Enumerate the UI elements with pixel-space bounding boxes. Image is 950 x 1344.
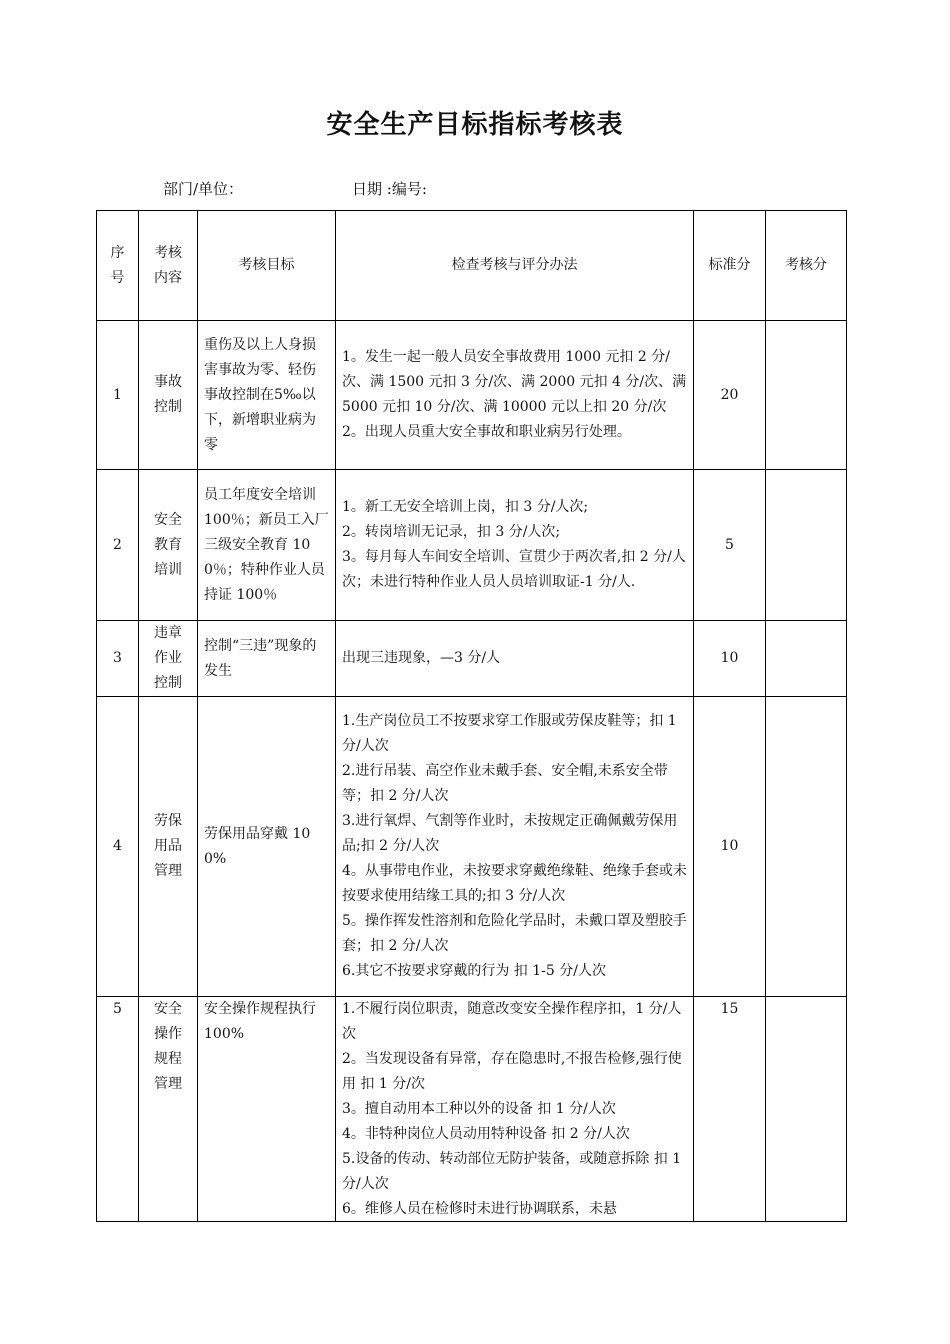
- assessment-table: [96, 210, 847, 1222]
- table-row: [97, 621, 847, 697]
- row-content: 事故控制: [139, 321, 198, 470]
- header-seq: 序号: [97, 211, 139, 321]
- row-content: 违章作业控制: [139, 621, 198, 697]
- row-target: 控制“三违”现象的发生: [198, 621, 336, 697]
- row-score: [766, 697, 847, 997]
- row-standard: 10: [694, 697, 766, 997]
- table-row: [97, 997, 847, 1222]
- table-row: [97, 697, 847, 997]
- row-seq: 3: [97, 621, 139, 697]
- row-seq: 1: [97, 321, 139, 470]
- row-seq: 2: [97, 470, 139, 621]
- row-score: [766, 997, 847, 1222]
- row-seq: 4: [97, 697, 139, 997]
- row-standard: 5: [694, 470, 766, 621]
- page-title: 安全生产目标指标考核表: [326, 110, 624, 140]
- header-target: 考核目标: [198, 211, 336, 321]
- row-standard: 20: [694, 321, 766, 470]
- row-method: 出现三违现象，—3 分/人: [336, 621, 694, 697]
- row-score: [766, 621, 847, 697]
- row-method: 1。发生一起一般人员安全事故费用 1000 元扣 2 分/次、满 1500 元扣 3 分/次、满 2000 元扣 4 分/次、满 5000 元扣 10 分/次、满 10000 元以上扣 20 分/次 2。出现人员重大安全事故和职业病另行处理。: [336, 321, 694, 470]
- row-target: 重伤及以上人身损害事故为零、轻伤事故控制在5‰以下，新增职业病为零: [198, 321, 336, 470]
- row-score: [766, 470, 847, 621]
- table-row: [97, 321, 847, 470]
- row-target: 安全操作规程执行 100%: [198, 997, 336, 1222]
- department-label: 部门/单位：: [163, 180, 244, 198]
- row-target: 劳保用品穿戴 100%: [198, 697, 336, 997]
- row-method: 1.不履行岗位职责，随意改变安全操作程序扣，1 分/人次 2。当发现设备有异常，存在隐患时,不报告检修,强行使用 扣 1 分/次 3。擅自动用本工种以外的设备 扣 1 分/人次 4。非特种岗位人员动用特种设备 扣 2 分/人次 5.设备的传动、转动部位无防护装备，或随意拆除 扣 1 分/人次 6。维修人员在检修时未进行协调联系，未悬: [336, 997, 694, 1222]
- row-method: 1。新工无安全培训上岗，扣 3 分/人次; 2。转岗培训无记录，扣 3 分/人次; 3。每月每人车间安全培训、宣贯少于两次者,扣 2 分/人次；未进行特种作业人员人员培训取证-1 分/人.: [336, 470, 694, 621]
- header-score: 考核分: [766, 211, 847, 321]
- header-method: 检查考核与评分办法: [336, 211, 694, 321]
- row-score: [766, 321, 847, 470]
- row-content: 安全操作规程管理: [139, 997, 198, 1222]
- row-method: 1.生产岗位员工不按要求穿工作服或劳保皮鞋等；扣 1 分/人次 2.进行吊装、高空作业未戴手套、安全帽,未系安全带等；扣 2 分/人次 3.进行氧焊、气割等作业时，未按规定正确佩戴劳保用品;扣 2 分/人次 4。从事带电作业，未按要求穿戴绝缘鞋、绝缘手套或未按要求使用结缘工具的;扣 3 分/人次 5。操作挥发性溶剂和危险化学品时，未戴口罩及塑胶手套；扣 2 分/人次 6.其它不按要求穿戴的行为 扣 1-5 分/人次: [336, 697, 694, 997]
- row-standard: 10: [694, 621, 766, 697]
- row-content: 安全教育培训: [139, 470, 198, 621]
- header-row: [97, 211, 847, 321]
- row-seq: 5: [97, 997, 139, 1222]
- date-number-label: 日期 :编号:: [352, 180, 427, 198]
- table-row: [97, 470, 847, 621]
- row-content: 劳保用品管理: [139, 697, 198, 997]
- header-content: 考核内容: [139, 211, 198, 321]
- header-standard: 标准分: [694, 211, 766, 321]
- row-target: 员工年度安全培训 100％；新员工入厂三级安全教育 100％；特种作业人员持证 100％: [198, 470, 336, 621]
- row-standard: 15: [694, 997, 766, 1222]
